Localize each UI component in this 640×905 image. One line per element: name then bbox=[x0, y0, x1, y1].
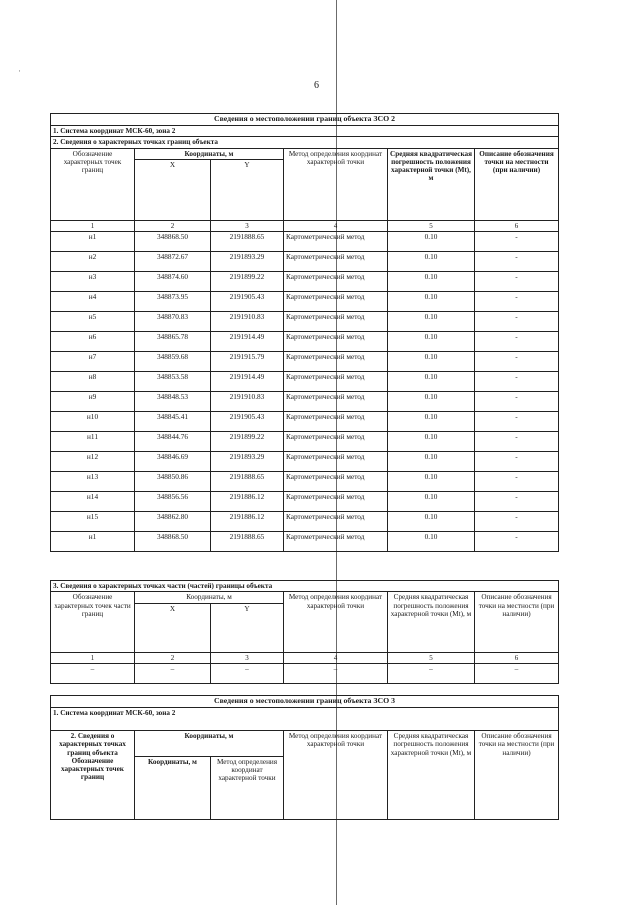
point-name-cell: н9 bbox=[51, 391, 135, 411]
part-header-method: Метод определения координат характерной точки bbox=[284, 592, 388, 652]
x-coordinate-cell: 348862.80 bbox=[135, 511, 211, 531]
accuracy-cell: 0.10 bbox=[388, 251, 475, 271]
accuracy-cell: 0.10 bbox=[388, 231, 475, 251]
column-number: 6 bbox=[475, 220, 559, 231]
zso3-header-accuracy: Средняя квадратическая погрешность положения характерной точки (Mt), м bbox=[388, 730, 475, 819]
zso3-header-method: Метод определения координат характерной точки bbox=[284, 730, 388, 819]
zso3-header-point-designation: 2. Сведения о характерных точках границ объекта Обозначение характерных точек границ bbox=[51, 730, 135, 819]
description-cell: - bbox=[475, 271, 559, 291]
scan-speck: · bbox=[18, 66, 21, 76]
point-name-cell: н6 bbox=[51, 331, 135, 351]
description-cell: - bbox=[475, 391, 559, 411]
description-cell: - bbox=[475, 431, 559, 451]
description-cell: - bbox=[475, 251, 559, 271]
column-number: 2 bbox=[135, 220, 211, 231]
subsection-points-title: 2. Сведения о характерных точках границ объекта bbox=[51, 137, 559, 148]
x-coordinate-cell: 348868.50 bbox=[135, 231, 211, 251]
accuracy-cell: 0.10 bbox=[388, 471, 475, 491]
accuracy-cell: 0.10 bbox=[388, 391, 475, 411]
page-number: 6 bbox=[314, 80, 319, 91]
header-description: Описание обозначения точки на местности (при наличии) bbox=[475, 148, 559, 220]
y-coordinate-cell: 2191888.65 bbox=[211, 471, 284, 491]
x-coordinate-cell: 348873.95 bbox=[135, 291, 211, 311]
point-name-cell: н7 bbox=[51, 351, 135, 371]
y-coordinate-cell: 2191893.29 bbox=[211, 251, 284, 271]
point-name-cell: н12 bbox=[51, 451, 135, 471]
method-cell: Картометрический метод bbox=[284, 271, 388, 291]
x-coordinate-cell: 348868.50 bbox=[135, 531, 211, 551]
accuracy-cell: 0.10 bbox=[388, 291, 475, 311]
point-name-cell: н3 bbox=[51, 271, 135, 291]
description-cell: - bbox=[475, 371, 559, 391]
zso2-points-table bbox=[50, 113, 559, 552]
zso3-points-table bbox=[50, 695, 559, 820]
accuracy-cell: 0.10 bbox=[388, 531, 475, 551]
y-coordinate-cell: 2191915.79 bbox=[211, 351, 284, 371]
y-coordinate-cell: 2191899.22 bbox=[211, 431, 284, 451]
method-cell: Картометрический метод bbox=[284, 531, 388, 551]
table-row bbox=[51, 391, 559, 411]
y-coordinate-cell: 2191888.65 bbox=[211, 531, 284, 551]
method-cell: Картометрический метод bbox=[284, 371, 388, 391]
header-coordinates: Координаты, м bbox=[135, 148, 284, 159]
column-number: 1 bbox=[51, 220, 135, 231]
column-number: 2 bbox=[135, 652, 211, 663]
point-name-cell: н13 bbox=[51, 471, 135, 491]
header-accuracy: Средняя квадратическая погрешность положения характерной точки (Mt), м bbox=[388, 148, 475, 220]
x-coordinate-cell: 348844.76 bbox=[135, 431, 211, 451]
method-cell: Картометрический метод bbox=[284, 231, 388, 251]
point-name-cell: н15 bbox=[51, 511, 135, 531]
method-cell: Картометрический метод bbox=[284, 411, 388, 431]
zso3-subheader-coordinates: Координаты, м bbox=[135, 756, 211, 819]
table-row bbox=[51, 431, 559, 451]
accuracy-cell: 0.10 bbox=[388, 271, 475, 291]
table-row bbox=[51, 291, 559, 311]
part-header-description: Описание обозначения точки на местности (при наличии) bbox=[475, 592, 559, 652]
y-coordinate-cell: 2191905.43 bbox=[211, 291, 284, 311]
part-cell-empty: – bbox=[388, 663, 475, 683]
zso3-header-description: Описание обозначения точки на местности (при наличии) bbox=[475, 730, 559, 819]
x-coordinate-cell: 348845.41 bbox=[135, 411, 211, 431]
x-coordinate-cell: 348872.67 bbox=[135, 251, 211, 271]
method-cell: Картометрический метод bbox=[284, 311, 388, 331]
table-row bbox=[51, 331, 559, 351]
accuracy-cell: 0.10 bbox=[388, 431, 475, 451]
x-coordinate-cell: 348870.83 bbox=[135, 311, 211, 331]
table-row bbox=[51, 311, 559, 331]
method-cell: Картометрический метод bbox=[284, 431, 388, 451]
x-coordinate-cell: 348846.69 bbox=[135, 451, 211, 471]
point-name-cell: н1 bbox=[51, 231, 135, 251]
method-cell: Картометрический метод bbox=[284, 251, 388, 271]
accuracy-cell: 0.10 bbox=[388, 351, 475, 371]
part-header-x: X bbox=[135, 603, 211, 652]
table-row bbox=[51, 511, 559, 531]
part-cell-empty: – bbox=[211, 663, 284, 683]
method-cell: Картометрический метод bbox=[284, 471, 388, 491]
x-coordinate-cell: 348859.68 bbox=[135, 351, 211, 371]
description-cell: - bbox=[475, 331, 559, 351]
table-row bbox=[51, 491, 559, 511]
table-row bbox=[51, 271, 559, 291]
point-name-cell: н1 bbox=[51, 531, 135, 551]
coordinate-system-label: 1. Система координат МСК-60, зона 2 bbox=[51, 125, 559, 136]
header-method: Метод определения координат характерной точки bbox=[284, 148, 388, 220]
accuracy-cell: 0.10 bbox=[388, 331, 475, 351]
point-name-cell: н4 bbox=[51, 291, 135, 311]
y-coordinate-cell: 2191914.49 bbox=[211, 371, 284, 391]
method-cell: Картометрический метод bbox=[284, 451, 388, 471]
y-coordinate-cell: 2191905.43 bbox=[211, 411, 284, 431]
y-coordinate-cell: 2191886.12 bbox=[211, 511, 284, 531]
method-cell: Картометрический метод bbox=[284, 331, 388, 351]
description-cell: - bbox=[475, 351, 559, 371]
part-cell-empty: – bbox=[51, 663, 135, 683]
part-cell-empty: – bbox=[284, 663, 388, 683]
method-cell: Картометрический метод bbox=[284, 291, 388, 311]
description-cell: - bbox=[475, 231, 559, 251]
y-coordinate-cell: 2191888.65 bbox=[211, 231, 284, 251]
x-coordinate-cell: 348850.86 bbox=[135, 471, 211, 491]
x-coordinate-cell: 348848.53 bbox=[135, 391, 211, 411]
table-row bbox=[51, 411, 559, 431]
method-cell: Картометрический метод bbox=[284, 511, 388, 531]
column-number: 3 bbox=[211, 652, 284, 663]
accuracy-cell: 0.10 bbox=[388, 311, 475, 331]
accuracy-cell: 0.10 bbox=[388, 411, 475, 431]
column-number: 4 bbox=[284, 652, 388, 663]
description-cell: - bbox=[475, 411, 559, 431]
method-cell: Картометрический метод bbox=[284, 351, 388, 371]
part-cell-empty: – bbox=[475, 663, 559, 683]
column-number: 5 bbox=[388, 220, 475, 231]
y-coordinate-cell: 2191886.12 bbox=[211, 491, 284, 511]
table-row bbox=[51, 471, 559, 491]
coordinate-system-label-zso3: 1. Система координат МСК-60, зона 2 bbox=[51, 707, 559, 730]
point-name-cell: н5 bbox=[51, 311, 135, 331]
zso3-header-coordinates: Координаты, м bbox=[135, 730, 284, 756]
part-header-point-designation: Обозначение характерных точек части границ bbox=[51, 592, 135, 652]
x-coordinate-cell: 348856.56 bbox=[135, 491, 211, 511]
point-name-cell: н10 bbox=[51, 411, 135, 431]
description-cell: - bbox=[475, 531, 559, 551]
accuracy-cell: 0.10 bbox=[388, 371, 475, 391]
point-name-cell: н14 bbox=[51, 491, 135, 511]
y-coordinate-cell: 2191910.83 bbox=[211, 391, 284, 411]
column-number: 5 bbox=[388, 652, 475, 663]
column-number: 6 bbox=[475, 652, 559, 663]
description-cell: - bbox=[475, 311, 559, 331]
zso2-part-points-table bbox=[50, 580, 559, 684]
header-x: X bbox=[135, 159, 211, 220]
table-row bbox=[51, 231, 559, 251]
x-coordinate-cell: 348853.58 bbox=[135, 371, 211, 391]
column-number: 3 bbox=[211, 220, 284, 231]
subsection-part-points-title: 3. Сведения о характерных точках части (частей) границы объекта bbox=[51, 581, 559, 592]
description-cell: - bbox=[475, 511, 559, 531]
description-cell: - bbox=[475, 471, 559, 491]
description-cell: - bbox=[475, 451, 559, 471]
table-row bbox=[51, 351, 559, 371]
accuracy-cell: 0.10 bbox=[388, 491, 475, 511]
table-row bbox=[51, 451, 559, 471]
part-header-accuracy: Средняя квадратическая погрешность положения характерной точки (Mt), м bbox=[388, 592, 475, 652]
point-name-cell: н11 bbox=[51, 431, 135, 451]
method-cell: Картометрический метод bbox=[284, 391, 388, 411]
table-row bbox=[51, 251, 559, 271]
table-row bbox=[51, 531, 559, 551]
part-cell-empty: – bbox=[135, 663, 211, 683]
y-coordinate-cell: 2191910.83 bbox=[211, 311, 284, 331]
description-cell: - bbox=[475, 291, 559, 311]
zso3-subheader-method: Метод определения координат характерной точки bbox=[211, 756, 284, 819]
point-name-cell: н8 bbox=[51, 371, 135, 391]
header-y: Y bbox=[211, 159, 284, 220]
y-coordinate-cell: 2191899.22 bbox=[211, 271, 284, 291]
table-row bbox=[51, 371, 559, 391]
column-number: 1 bbox=[51, 652, 135, 663]
point-name-cell: н2 bbox=[51, 251, 135, 271]
section-title-zso3: Сведения о местоположении границ объекта ЗСО 3 bbox=[51, 696, 559, 708]
column-number: 4 bbox=[284, 220, 388, 231]
x-coordinate-cell: 348865.78 bbox=[135, 331, 211, 351]
method-cell: Картометрический метод bbox=[284, 491, 388, 511]
part-header-coordinates: Координаты, м bbox=[135, 592, 284, 603]
part-header-y: Y bbox=[211, 603, 284, 652]
section-title-zso2: Сведения о местоположении границ объекта ЗСО 2 bbox=[51, 114, 559, 126]
accuracy-cell: 0.10 bbox=[388, 511, 475, 531]
header-point-designation: Обозначение характерных точек границ bbox=[51, 148, 135, 220]
x-coordinate-cell: 348874.60 bbox=[135, 271, 211, 291]
y-coordinate-cell: 2191914.49 bbox=[211, 331, 284, 351]
y-coordinate-cell: 2191893.29 bbox=[211, 451, 284, 471]
accuracy-cell: 0.10 bbox=[388, 451, 475, 471]
description-cell: - bbox=[475, 491, 559, 511]
